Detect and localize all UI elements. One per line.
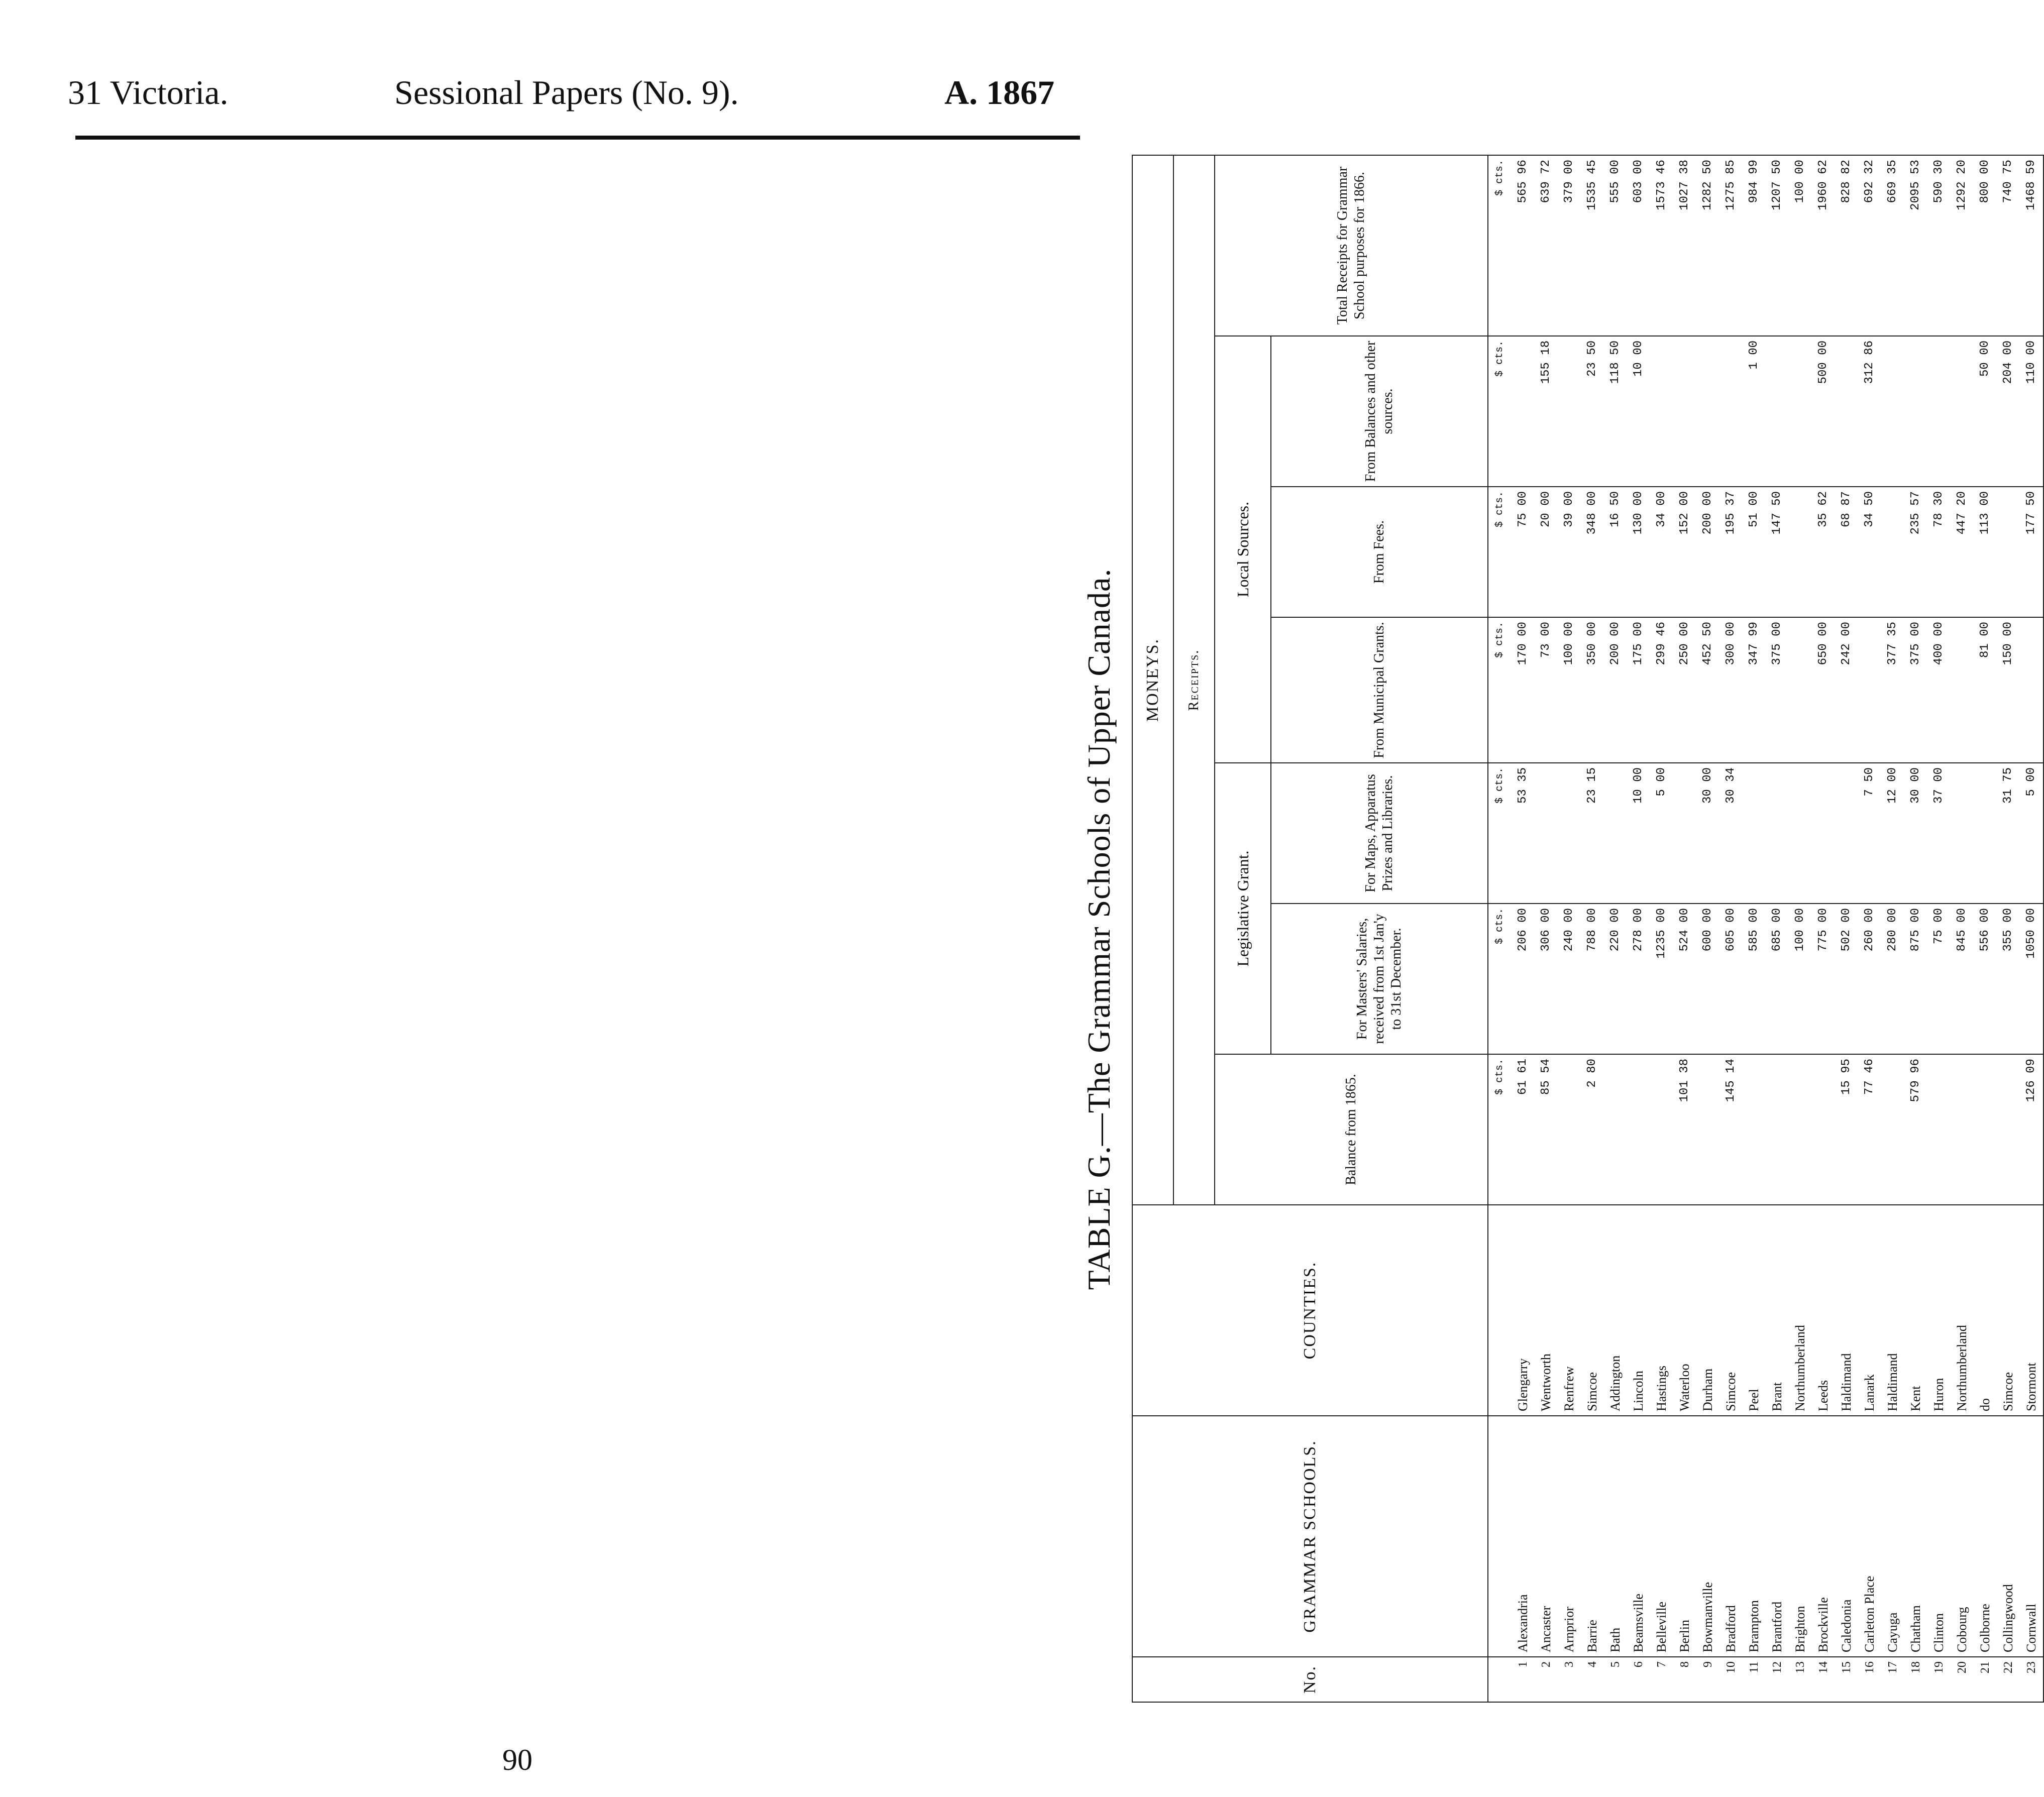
cell-no: 16 <box>1858 1657 1881 1702</box>
cell-municipal <box>1858 617 1881 763</box>
cell-municipal: 299 46 <box>1650 617 1673 763</box>
cell-total: 1535 45 <box>1581 155 1604 336</box>
unit-label: $ cts. <box>1488 904 1512 1054</box>
cell-other: 110 00 <box>2020 336 2043 487</box>
cell-no: 6 <box>1627 1657 1650 1702</box>
cell-total: 828 82 <box>1835 155 1858 336</box>
cell-no: 11 <box>1743 1657 1766 1702</box>
page-number: 90 <box>502 1743 532 1776</box>
cell-other <box>1719 336 1743 487</box>
unit-label: $ cts. <box>1488 617 1512 763</box>
cell-school: Brampton <box>1743 1416 1766 1657</box>
cell-fees: 177 50 <box>2020 487 2043 617</box>
cell-salaries: 524 00 <box>1673 904 1696 1054</box>
cell-salaries: 600 00 <box>1696 904 1719 1054</box>
col-no-header: No. <box>1132 1657 1488 1702</box>
cell-other: 155 18 <box>1535 336 1558 487</box>
table-row <box>1997 155 2020 1702</box>
cell-school: Brockville <box>1812 1416 1835 1657</box>
cell-balance <box>1696 1054 1719 1205</box>
cell-no: 3 <box>1558 1657 1581 1702</box>
cell-school: Barrie <box>1581 1416 1604 1657</box>
cell-county: Brant <box>1766 1205 1789 1416</box>
cell-total: 100 00 <box>1789 155 1812 336</box>
cell-fees: 235 57 <box>1904 487 1927 617</box>
cell-other: 50 00 <box>1974 336 1997 487</box>
cell-salaries: 280 00 <box>1881 904 1904 1054</box>
col-school-header: GRAMMAR SCHOOLS. <box>1132 1416 1488 1657</box>
cell-county: Durham <box>1696 1205 1719 1416</box>
cell-municipal: 73 00 <box>1535 617 1558 763</box>
unit-label: $ cts. <box>1488 336 1512 487</box>
cell-municipal <box>2020 617 2043 763</box>
table-row <box>2020 155 2043 1702</box>
cell-municipal: 452 50 <box>1696 617 1719 763</box>
cell-maps: 31 75 <box>1997 763 2020 904</box>
table-row <box>1766 155 1789 1702</box>
cell-maps: 12 00 <box>1881 763 1904 904</box>
table-row <box>1951 155 1974 1702</box>
cell-school: Alexandria <box>1512 1416 1535 1657</box>
cell-no: 5 <box>1604 1657 1627 1702</box>
cell-fees: 130 00 <box>1627 487 1650 617</box>
table-row <box>1835 155 1858 1702</box>
cell-total: 565 96 <box>1512 155 1535 336</box>
cell-maps: 7 50 <box>1858 763 1881 904</box>
cell-school: Cornwall <box>2020 1416 2043 1657</box>
cell-other <box>1766 336 1789 487</box>
cell-no: 1 <box>1512 1657 1535 1702</box>
cell-other: 204 00 <box>1997 336 2020 487</box>
cell-fees: 78 30 <box>1927 487 1951 617</box>
cell-municipal: 242 00 <box>1835 617 1858 763</box>
col-balance-header: Balance from 1865. <box>1215 1054 1488 1205</box>
cell-no: 19 <box>1927 1657 1951 1702</box>
cell-county: Hastings <box>1650 1205 1673 1416</box>
cell-salaries: 875 00 <box>1904 904 1927 1054</box>
local-sources-header: Local Sources. <box>1215 336 1271 763</box>
cell-balance <box>1604 1054 1627 1205</box>
cell-county: Haldimand <box>1835 1205 1858 1416</box>
cell-balance <box>1927 1054 1951 1205</box>
cell-salaries: 260 00 <box>1858 904 1881 1054</box>
header-left: 31 Victoria. <box>68 73 229 111</box>
table-row <box>1789 155 1812 1702</box>
cell-maps: 30 34 <box>1719 763 1743 904</box>
table-row <box>1927 155 1951 1702</box>
cell-no: 22 <box>1997 1657 2020 1702</box>
cell-school: Brantford <box>1766 1416 1789 1657</box>
cell-total: 590 30 <box>1927 155 1951 336</box>
cell-school: Cayuga <box>1881 1416 1904 1657</box>
legislative-grant-header: Legislative Grant. <box>1215 763 1271 1054</box>
cell-maps: 37 00 <box>1927 763 1951 904</box>
cell-school: Beamsville <box>1627 1416 1650 1657</box>
rotated-table-container <box>1069 156 2038 1703</box>
table-row <box>1673 155 1696 1702</box>
cell-school: Bradford <box>1719 1416 1743 1657</box>
cell-maps <box>1835 763 1858 904</box>
cell-no: 10 <box>1719 1657 1743 1702</box>
cell-county: do <box>1974 1205 1997 1416</box>
cell-county: Lincoln <box>1627 1205 1650 1416</box>
cell-municipal: 150 00 <box>1997 617 2020 763</box>
cell-municipal <box>1789 617 1812 763</box>
cell-fees: 195 37 <box>1719 487 1743 617</box>
cell-county: Peel <box>1743 1205 1766 1416</box>
cell-school: Colborne <box>1974 1416 1997 1657</box>
cell-no: 2 <box>1535 1657 1558 1702</box>
cell-maps <box>1812 763 1835 904</box>
cell-municipal: 375 00 <box>1766 617 1789 763</box>
cell-municipal: 300 00 <box>1719 617 1743 763</box>
col-salaries-header: For Masters' Salaries, received from 1st Jan'y to 31st December. <box>1271 904 1488 1054</box>
table-row <box>1581 155 1604 1702</box>
cell-salaries: 845 00 <box>1951 904 1974 1054</box>
cell-municipal: 170 00 <box>1512 617 1535 763</box>
cell-maps <box>1789 763 1812 904</box>
cell-fees: 68 87 <box>1835 487 1858 617</box>
cell-municipal: 200 00 <box>1604 617 1627 763</box>
cell-balance <box>1997 1054 2020 1205</box>
cell-fees: 20 00 <box>1535 487 1558 617</box>
table-title: TABLE G.—The Grammar Schools of Upper Canada. <box>1081 568 1117 1290</box>
cell-other <box>1951 336 1974 487</box>
cell-maps: 5 00 <box>1650 763 1673 904</box>
cell-total: 1207 50 <box>1766 155 1789 336</box>
cell-balance <box>1743 1054 1766 1205</box>
cell-fees: 51 00 <box>1743 487 1766 617</box>
cell-municipal: 100 00 <box>1558 617 1581 763</box>
cell-balance <box>1789 1054 1812 1205</box>
cell-school: Belleville <box>1650 1416 1673 1657</box>
cell-county: Haldimand <box>1881 1205 1904 1416</box>
cell-county: Leeds <box>1812 1205 1835 1416</box>
cell-county: Northumberland <box>1789 1205 1812 1416</box>
cell-total: 1292 20 <box>1951 155 1974 336</box>
cell-maps: 30 00 <box>1904 763 1927 904</box>
cell-no: 7 <box>1650 1657 1673 1702</box>
unit-label: $ cts. <box>1488 155 1512 336</box>
table-row <box>1650 155 1673 1702</box>
moneys-header: MONEYS. <box>1132 155 1173 1205</box>
cell-balance: 61 61 <box>1512 1054 1535 1205</box>
cell-salaries: 685 00 <box>1766 904 1789 1054</box>
table-row <box>1535 155 1558 1702</box>
cell-balance <box>1951 1054 1974 1205</box>
cell-balance: 85 54 <box>1535 1054 1558 1205</box>
cell-fees <box>1789 487 1812 617</box>
cell-other <box>1835 336 1858 487</box>
cell-balance <box>1558 1054 1581 1205</box>
cell-total: 1960 62 <box>1812 155 1835 336</box>
cell-school: Clinton <box>1927 1416 1951 1657</box>
cell-total: 2095 53 <box>1904 155 1927 336</box>
cell-other: 23 50 <box>1581 336 1604 487</box>
cell-no: 20 <box>1951 1657 1974 1702</box>
cell-total: 1282 50 <box>1696 155 1719 336</box>
cell-maps: 10 00 <box>1627 763 1650 904</box>
cell-county: Addington <box>1604 1205 1627 1416</box>
cell-maps: 30 00 <box>1696 763 1719 904</box>
cell-balance: 101 38 <box>1673 1054 1696 1205</box>
cell-municipal: 81 00 <box>1974 617 1997 763</box>
cell-maps <box>1673 763 1696 904</box>
cell-maps <box>1558 763 1581 904</box>
cell-fees: 34 00 <box>1650 487 1673 617</box>
cell-no: 15 <box>1835 1657 1858 1702</box>
cell-total: 603 00 <box>1627 155 1650 336</box>
table-row <box>1558 155 1581 1702</box>
cell-salaries: 585 00 <box>1743 904 1766 1054</box>
table-row <box>1696 155 1719 1702</box>
table-row <box>1604 155 1627 1702</box>
cell-county: Huron <box>1927 1205 1951 1416</box>
cell-salaries: 75 00 <box>1927 904 1951 1054</box>
cell-total: 692 32 <box>1858 155 1881 336</box>
cell-county: Renfrew <box>1558 1205 1581 1416</box>
cell-maps: 5 00 <box>2020 763 2043 904</box>
cell-county: Glengarry <box>1512 1205 1535 1416</box>
cell-maps <box>1743 763 1766 904</box>
cell-total: 1275 85 <box>1719 155 1743 336</box>
cell-salaries: 355 00 <box>1997 904 2020 1054</box>
cell-balance: 126 09 <box>2020 1054 2043 1205</box>
cell-salaries: 556 00 <box>1974 904 1997 1054</box>
cell-school: Bath <box>1604 1416 1627 1657</box>
cell-no: 21 <box>1974 1657 1997 1702</box>
cell-other: 118 50 <box>1604 336 1627 487</box>
header-center: Sessional Papers (No. 9). <box>394 73 739 111</box>
cell-county: Simcoe <box>1719 1205 1743 1416</box>
cell-salaries: 775 00 <box>1812 904 1835 1054</box>
col-maps-header: For Maps, Apparatus Prizes and Libraries. <box>1271 763 1488 904</box>
cell-no: 13 <box>1789 1657 1812 1702</box>
cell-balance <box>1627 1054 1650 1205</box>
cell-other: 10 00 <box>1627 336 1650 487</box>
cell-county: Simcoe <box>1581 1205 1604 1416</box>
cell-other: 1 00 <box>1743 336 1766 487</box>
receipts-header: Receipts. <box>1173 155 1215 1205</box>
cell-municipal: 375 00 <box>1904 617 1927 763</box>
cell-maps <box>1604 763 1627 904</box>
cell-other <box>1789 336 1812 487</box>
cell-municipal <box>1951 617 1974 763</box>
cell-salaries: 788 00 <box>1581 904 1604 1054</box>
cell-school: Berlin <box>1673 1416 1696 1657</box>
cell-total: 555 00 <box>1604 155 1627 336</box>
cell-school: Collingwood <box>1997 1416 2020 1657</box>
cell-salaries: 100 00 <box>1789 904 1812 1054</box>
cell-balance <box>1766 1054 1789 1205</box>
cell-salaries: 1050 00 <box>2020 904 2043 1054</box>
cell-fees: 348 00 <box>1581 487 1604 617</box>
cell-fees: 75 00 <box>1512 487 1535 617</box>
cell-salaries: 220 00 <box>1604 904 1627 1054</box>
cell-county: Simcoe <box>1997 1205 2020 1416</box>
cell-county: Waterloo <box>1673 1205 1696 1416</box>
table-row <box>1858 155 1881 1702</box>
cell-total: 1468 59 <box>2020 155 2043 336</box>
cell-balance: 145 14 <box>1719 1054 1743 1205</box>
cell-salaries: 240 00 <box>1558 904 1581 1054</box>
cell-fees: 16 50 <box>1604 487 1627 617</box>
cell-balance <box>1650 1054 1673 1205</box>
cell-fees <box>1997 487 2020 617</box>
header-rule <box>75 136 1080 140</box>
table-row <box>1719 155 1743 1702</box>
cell-salaries: 278 00 <box>1627 904 1650 1054</box>
cell-county: Stormont <box>2020 1205 2043 1416</box>
cell-maps <box>1766 763 1789 904</box>
cell-no: 12 <box>1766 1657 1789 1702</box>
cell-fees: 200 00 <box>1696 487 1719 617</box>
cell-maps <box>1951 763 1974 904</box>
cell-school: Chatham <box>1904 1416 1927 1657</box>
col-other-header: From Balances and other sources. <box>1271 336 1488 487</box>
cell-fees <box>1881 487 1904 617</box>
cell-county: Northumberland <box>1951 1205 1974 1416</box>
cell-county: Kent <box>1904 1205 1927 1416</box>
cell-school: Brighton <box>1789 1416 1812 1657</box>
cell-total: 800 00 <box>1974 155 1997 336</box>
cell-balance: 15 95 <box>1835 1054 1858 1205</box>
cell-maps: 23 15 <box>1581 763 1604 904</box>
cell-county: Wentworth <box>1535 1205 1558 1416</box>
cell-total: 740 75 <box>1997 155 2020 336</box>
cell-balance: 579 96 <box>1904 1054 1927 1205</box>
cell-school: Arnprior <box>1558 1416 1581 1657</box>
table-row <box>1881 155 1904 1702</box>
table-row <box>1743 155 1766 1702</box>
cell-other <box>1927 336 1951 487</box>
table-row <box>1627 155 1650 1702</box>
cell-county: Lanark <box>1858 1205 1881 1416</box>
table-row <box>1512 155 1535 1702</box>
grammar-schools-table <box>1132 155 2044 1703</box>
cell-school: Bowmanville <box>1696 1416 1719 1657</box>
cell-salaries: 605 00 <box>1719 904 1743 1054</box>
cell-no: 4 <box>1581 1657 1604 1702</box>
col-municipal-header: From Municipal Grants. <box>1271 617 1488 763</box>
cell-fees: 34 50 <box>1858 487 1881 617</box>
cell-fees: 35 62 <box>1812 487 1835 617</box>
cell-other <box>1512 336 1535 487</box>
cell-balance <box>1812 1054 1835 1205</box>
table-body <box>1488 155 2043 1702</box>
cell-salaries: 206 00 <box>1512 904 1535 1054</box>
table-row <box>1812 155 1835 1702</box>
cell-other: 500 00 <box>1812 336 1835 487</box>
cell-total: 984 99 <box>1743 155 1766 336</box>
cell-municipal: 650 00 <box>1812 617 1835 763</box>
cell-maps <box>1535 763 1558 904</box>
cell-other <box>1650 336 1673 487</box>
cell-salaries: 1235 00 <box>1650 904 1673 1054</box>
cell-total: 379 00 <box>1558 155 1581 336</box>
cell-maps: 53 35 <box>1512 763 1535 904</box>
cell-municipal: 347 99 <box>1743 617 1766 763</box>
cell-fees: 113 00 <box>1974 487 1997 617</box>
table-row <box>1904 155 1927 1702</box>
cell-no: 14 <box>1812 1657 1835 1702</box>
cell-fees: 147 50 <box>1766 487 1789 617</box>
cell-other: 312 86 <box>1858 336 1881 487</box>
cell-municipal: 175 00 <box>1627 617 1650 763</box>
cell-municipal: 350 00 <box>1581 617 1604 763</box>
cell-total: 1573 46 <box>1650 155 1673 336</box>
units-row <box>1488 155 1512 1702</box>
cell-total: 1027 38 <box>1673 155 1696 336</box>
cell-other <box>1881 336 1904 487</box>
cell-salaries: 502 00 <box>1835 904 1858 1054</box>
cell-fees: 447 20 <box>1951 487 1974 617</box>
cell-other <box>1673 336 1696 487</box>
unit-label: $ cts. <box>1488 487 1512 617</box>
cell-salaries: 306 00 <box>1535 904 1558 1054</box>
cell-fees: 152 00 <box>1673 487 1696 617</box>
col-fees-header: From Fees. <box>1271 487 1488 617</box>
cell-school: Carleton Place <box>1858 1416 1881 1657</box>
cell-school: Cobourg <box>1951 1416 1974 1657</box>
header-right: A. 1867 <box>944 73 1055 111</box>
table-row <box>1974 155 1997 1702</box>
cell-other <box>1696 336 1719 487</box>
cell-no: 9 <box>1696 1657 1719 1702</box>
cell-fees: 39 00 <box>1558 487 1581 617</box>
unit-label: $ cts. <box>1488 763 1512 904</box>
unit-label: $ cts. <box>1488 1054 1512 1205</box>
col-total-header: Total Receipts for Grammar School purposes for 1866. <box>1215 155 1488 336</box>
cell-municipal: 377 35 <box>1881 617 1904 763</box>
cell-no: 8 <box>1673 1657 1696 1702</box>
cell-school: Caledonia <box>1835 1416 1858 1657</box>
cell-total: 639 72 <box>1535 155 1558 336</box>
cell-balance <box>1974 1054 1997 1205</box>
cell-municipal: 400 00 <box>1927 617 1951 763</box>
cell-municipal: 250 00 <box>1673 617 1696 763</box>
col-county-header: COUNTIES. <box>1132 1205 1488 1416</box>
cell-total: 669 35 <box>1881 155 1904 336</box>
cell-no: 23 <box>2020 1657 2043 1702</box>
cell-no: 18 <box>1904 1657 1927 1702</box>
cell-balance: 2 80 <box>1581 1054 1604 1205</box>
cell-maps <box>1974 763 1997 904</box>
cell-balance: 77 46 <box>1858 1054 1881 1205</box>
cell-no: 17 <box>1881 1657 1904 1702</box>
cell-school: Ancaster <box>1535 1416 1558 1657</box>
cell-other <box>1558 336 1581 487</box>
cell-balance <box>1881 1054 1904 1205</box>
cell-other <box>1904 336 1927 487</box>
